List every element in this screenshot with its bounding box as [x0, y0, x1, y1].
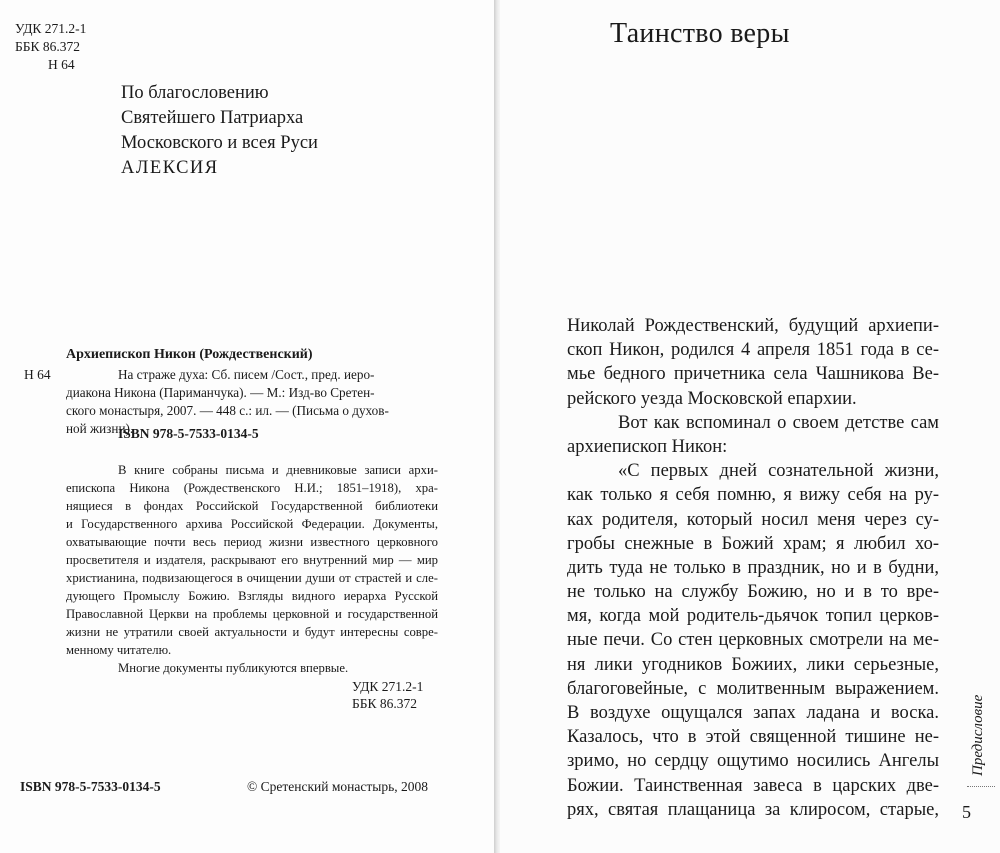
running-head: Предисловие: [970, 694, 986, 776]
body-text: [567, 317, 939, 825]
body-line: Казалось, что в этой священной тишине не-: [567, 727, 939, 748]
annotation-line: епископа Никона (Рождественского Н.И.; 1851–1918), хра-: [66, 481, 438, 495]
udk-code: УДК 271.2-1: [15, 21, 87, 36]
annotation-line: В книге собраны письма и дневниковые записи архи-: [118, 463, 438, 477]
body-line: как только я себя помню, я вижу себя на ру-: [567, 485, 939, 506]
annotation-line: христианина, подвизающегося в очищении души от страстей и сле-: [66, 571, 438, 585]
annotation-line: Православной Церкви на проблемы церковной и государственной: [66, 607, 438, 621]
biblio-line: диакона Никона (Париманчука). — М.: Изд-во Сретен-: [66, 385, 375, 400]
patriarch-name: АЛЕКСИЯ: [121, 158, 219, 178]
bbk-code: ББК 86.372: [15, 39, 81, 54]
blessing-block: [121, 84, 318, 184]
body-line: мье бедного причетника села Чашникова Ве-: [567, 364, 939, 385]
body-line: «С первых дней сознательной жизни,: [618, 461, 939, 482]
body-line: ные печи. Со стен церковных смотрели на ме-: [567, 630, 939, 651]
annotation: [66, 461, 438, 677]
author-heading: Архиепископ Никон (Рождественский): [66, 347, 313, 362]
blessing-line: Московского и всея Руси: [121, 133, 318, 153]
right-page: [500, 0, 1000, 853]
annotation-last-line: Многие документы публикуются впервые.: [118, 661, 349, 675]
copyright: © Сретенский монастырь, 2008: [247, 779, 428, 794]
chapter-title: Таинство веры: [610, 18, 790, 49]
annotation-line: просветителя и издателя, раскрывают его внутренний мир — мир: [66, 553, 438, 567]
body-line: дить туда не только в праздник, но и в будни,: [567, 557, 939, 578]
classification-codes-top: [15, 22, 86, 76]
annotation-line: дующего Промыслу Божию. Взгляды видного иерарха Русской: [66, 589, 438, 603]
isbn-middle: ISBN 978-5-7533-0134-5: [118, 426, 259, 441]
body-line: Божии. Таинственная завеса в царских две-: [567, 775, 939, 796]
body-line: архиепископ Никон:: [567, 436, 728, 457]
classification-codes-bottom: [352, 680, 423, 714]
author-mark: Н 64: [48, 57, 75, 72]
classification-mark: Н 64: [24, 367, 51, 382]
annotation-line: и Государственного архива Российской Федерации. Документы,: [66, 517, 438, 531]
biblio-line: ной жизни).: [66, 421, 134, 436]
body-line: ках родителя, который носил меня через су-: [567, 509, 939, 530]
annotation-line: менному читателю.: [66, 643, 172, 657]
left-page: [0, 0, 494, 853]
body-line: зримо, но сердцу ощутимо носились Ангелы: [567, 751, 939, 772]
body-line: Николай Рождественский, будущий архиепи-: [567, 316, 939, 336]
body-line: не только на службу Божию, но и в то вре-: [567, 582, 939, 603]
udk-code: УДК 271.2-1: [352, 679, 424, 694]
blessing-line: Святейшего Патриарха: [121, 108, 304, 128]
body-line: В воздухе ощущался запах ладана и воска.: [567, 703, 939, 723]
body-line: скоп Никон, родился 4 апреля 1851 года в се-: [567, 340, 939, 361]
body-line: Вот как вспоминал о своем детстве сам: [618, 412, 939, 433]
annotation-line: жизни не утратили своей актуальности и будут интересны совре-: [66, 625, 438, 639]
body-line: благоговейные, с молитвенным выражением.: [567, 678, 939, 699]
bbk-code: ББК 86.372: [352, 696, 418, 711]
body-line: рейского уезда Московской епархии.: [567, 388, 857, 409]
blessing-line: По благословению: [121, 83, 269, 103]
isbn-bottom: ISBN 978-5-7533-0134-5: [20, 779, 161, 794]
body-line: гробы снежные в Божий храм; я любил хо-: [567, 533, 939, 554]
body-line: рях, святая плащаница за клиросом, старые,: [567, 799, 939, 820]
body-line: ня лики угодников Божиих, лики серьезные,: [567, 654, 939, 675]
biblio-line: ского монастыря, 2007. — 448 с.: ил. — (Письма о духов-: [66, 403, 389, 418]
page-number: 5: [962, 802, 971, 822]
annotation-line: охватывающие почти весь период жизни известного церковного: [66, 535, 438, 549]
annotation-line: нящиеся в фондах Российской Государственной библиотеки: [66, 499, 438, 513]
body-line: мя, когда мой родитель-дьячок топил церков-: [567, 606, 939, 627]
dotted-rule: [967, 786, 995, 787]
biblio-line: На страже духа: Сб. писем /Сост., пред. иеро-: [118, 367, 375, 382]
